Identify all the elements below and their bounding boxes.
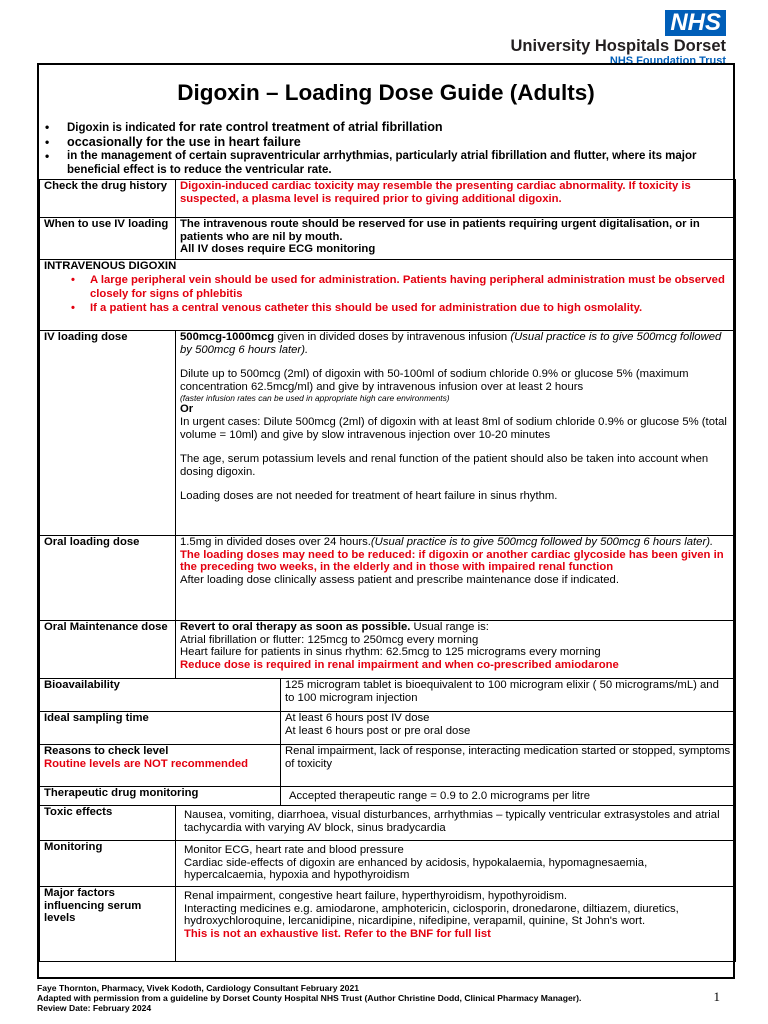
- row-iv-loading: [40, 331, 736, 536]
- when-iv-text: [176, 218, 736, 260]
- maint-reduce: Reduce dose is required in renal impairment and when co-prescribed amiodarone: [180, 658, 619, 671]
- monitoring-line: Cardiac side-effects of digoxin are enhanced by acidosis, hypokalaemia, hypomagnesaemia, hypercalcaemia, hypoxia and hypothyroidism: [184, 856, 648, 882]
- row-oral-loading: [40, 536, 736, 621]
- page-number: 1: [713, 989, 720, 1004]
- org-name: University Hospitals Dorset: [510, 37, 726, 55]
- iv-bullet: • If a patient has a central venous catheter this should be used for administration due to high osmolality.: [44, 301, 731, 315]
- oral-maintenance-text: [176, 621, 736, 679]
- iv-usual: (Usual practice is to give 500mcg followed by 500mcg 6 hours later).: [180, 331, 722, 356]
- tdm-text: Accepted therapeutic range = 0.9 to 2.0 micrograms per litre: [281, 787, 736, 806]
- oral-warning: The loading doses may need to be reduced: if digoxin or another cardiac glycoside has been given in the preceding two weeks, in the elderly and in those with impaired renal function: [180, 548, 724, 574]
- iv-faster: (faster infusion rates can be used in appropriate high care environments): [180, 393, 450, 404]
- label-iv-loading: IV loading dose: [40, 331, 176, 536]
- label-sampling: Ideal sampling time: [40, 712, 281, 745]
- major-line: Renal impairment, congestive heart failure, hyperthyroidism, hypothyroidism.: [184, 890, 568, 902]
- row-monitoring: [40, 841, 736, 887]
- iv-section-heading: INTRAVENOUS DIGOXIN: [44, 260, 177, 272]
- row-iv-section: [40, 260, 736, 331]
- when-iv-line: The intravenous route should be reserved for use in patients requiring urgent digitalisation, or in patients who are nil by mouth.: [180, 218, 700, 243]
- row-reasons: [40, 745, 736, 787]
- sampling-line: At least 6 hours post or pre oral dose: [285, 724, 471, 737]
- guide-frame: [37, 63, 735, 979]
- iv-loading-text: [176, 331, 736, 536]
- intro-item: [39, 150, 733, 177]
- maint-revert: Revert to oral therapy as soon as possible.: [180, 621, 411, 633]
- row-check-history: [40, 180, 736, 218]
- row-tdm: [40, 787, 736, 806]
- oral-loading-text: [176, 536, 736, 621]
- footer: [37, 983, 581, 1013]
- oral-dose: 1.5mg in divided doses over 24 hours.: [180, 536, 371, 548]
- label-bioavailability: Bioavailability: [40, 679, 281, 712]
- iv-dose: 500mcg-1000mcg: [180, 331, 275, 343]
- oral-after: After loading dose clinically assess patient and prescribe maintenance dose if indicated.: [180, 573, 619, 586]
- intro-text: occasionally for the use in heart failure: [67, 134, 301, 149]
- row-oral-maintenance: [40, 621, 736, 679]
- dose-table: [39, 179, 736, 962]
- check-history-text: Digoxin-induced cardiac toxicity may resemble the presenting cardiac abnormality. If toxicity is suspected, a plasma level is required prior to giving additional digoxin.: [176, 180, 736, 218]
- maint-hf: Heart failure for patients in sinus rhythm: 62.5mcg to 125 micrograms every morning: [180, 646, 601, 659]
- org-trust: NHS Foundation Trust: [609, 55, 726, 67]
- iv-not-needed: Loading doses are not needed for treatment of heart failure in sinus rhythm.: [180, 490, 558, 503]
- label-toxic: Toxic effects: [40, 806, 176, 841]
- label-check-history: Check the drug history: [40, 180, 176, 218]
- nhs-badge: NHS: [665, 10, 726, 36]
- row-when-iv: [40, 218, 736, 260]
- oral-usual: (Usual practice is to give 500mcg followed by 500mcg 6 hours later).: [370, 536, 714, 548]
- iv-urgent: In urgent cases: Dilute 500mcg (2ml) of digoxin with at least 8ml of sodium chloride 0.9% or glucose 5% (total volume = 10ml) and give by slow intravenous injection over 10-20 minutes: [180, 415, 727, 441]
- iv-dose-rest: given in divided doses by intravenous infusion: [274, 331, 511, 343]
- intro-lead: Digoxin is indicated: [67, 122, 179, 134]
- intro-item: [39, 136, 733, 151]
- intro-rest: for rate control treatment of atrial fibrillation: [178, 120, 443, 134]
- footer-review: Review Date: February 2024: [37, 1003, 152, 1013]
- iv-bullet: • A large peripheral vein should be used for administration. Patients having peripheral administration must be observed closely for signs of phlebitis: [44, 273, 731, 301]
- label-reasons: [40, 745, 281, 787]
- major-line: Interacting medicines e.g. amiodarone, amphotericin, ciclosporin, dronedarone, diltiazem, diuretics, hydroxychloroquine, lercanidipine, nicardipine, nifedipine, verapamil, quinine, St John's wort.: [184, 902, 679, 928]
- label-when-iv: When to use IV loading: [40, 218, 176, 260]
- row-toxic: [40, 806, 736, 841]
- reasons-text: Renal impairment, lack of response, interacting medication started or stopped, symptoms of toxicity: [281, 745, 736, 787]
- row-major-factors: [40, 887, 736, 962]
- toxic-text: Nausea, vomiting, diarrhoea, visual disturbances, arrhythmias – typically ventricular extrasystoles and atrial tachycardia with varying AV block, sinus bradycardia: [176, 806, 736, 841]
- iv-age: The age, serum potassium levels and renal function of the patient should also be taken into account when dosing digoxin.: [180, 453, 709, 478]
- row-sampling: [40, 712, 736, 745]
- label-tdm: Therapeutic drug monitoring: [40, 787, 281, 806]
- monitoring-text: [176, 841, 736, 887]
- intro-list: [39, 121, 733, 177]
- label-monitoring: Monitoring: [40, 841, 176, 887]
- major-red: This is not an exhaustive list. Refer to the BNF for full list: [184, 927, 491, 940]
- iv-section-cell: [40, 260, 736, 331]
- nhs-logo: [426, 10, 726, 67]
- maint-af: Atrial fibrillation or flutter: 125mcg to 250mcg every morning: [180, 633, 479, 646]
- footer-adapted: Adapted with permission from a guideline by Dorset County Hospital NHS Trust (Author Christine Dodd, Clinical Pharmacy Manager).: [37, 993, 582, 1003]
- sampling-text: [281, 712, 736, 745]
- footer-authors: Faye Thornton, Pharmacy, Vivek Kodoth, Cardiology Consultant February 2021: [37, 983, 360, 993]
- maint-range: Usual range is:: [410, 621, 489, 633]
- label-oral-loading: Oral loading dose: [40, 536, 176, 621]
- row-bioavailability: [40, 679, 736, 712]
- major-factors-text: [176, 887, 736, 962]
- when-iv-line: All IV doses require ECG monitoring: [180, 243, 376, 256]
- sampling-line: At least 6 hours post IV dose: [285, 712, 430, 724]
- page-title: Digoxin – Loading Dose Guide (Adults): [177, 80, 595, 105]
- reasons-label: Reasons to check level: [44, 745, 169, 757]
- label-oral-maintenance: Oral Maintenance dose: [40, 621, 176, 679]
- bioavailability-text: 125 microgram tablet is bioequivalent to 100 microgram elixir ( 50 micrograms/mL) and to 100 microgram injection: [281, 679, 736, 712]
- iv-or: Or: [180, 403, 194, 416]
- iv-section-bullets: [44, 273, 731, 315]
- reasons-red: Routine levels are NOT recommended: [44, 757, 249, 770]
- intro-text: in the management of certain supraventricular arrhythmias, particularly atrial fibrillation and flutter, where its major beneficial effect is to reduce the ventricular rate.: [67, 150, 697, 176]
- label-major-factors: Major factors influencing serum levels: [40, 887, 176, 962]
- iv-dilute: Dilute up to 500mcg (2ml) of digoxin with 50-100ml of sodium chloride 0.9% or glucose 5% (maximum concentration 62.5mcg/ml) and give by intravenous infusion over at least 2 hours: [180, 368, 689, 393]
- monitoring-line: Monitor ECG, heart rate and blood pressure: [184, 844, 404, 856]
- intro-item: [39, 121, 733, 136]
